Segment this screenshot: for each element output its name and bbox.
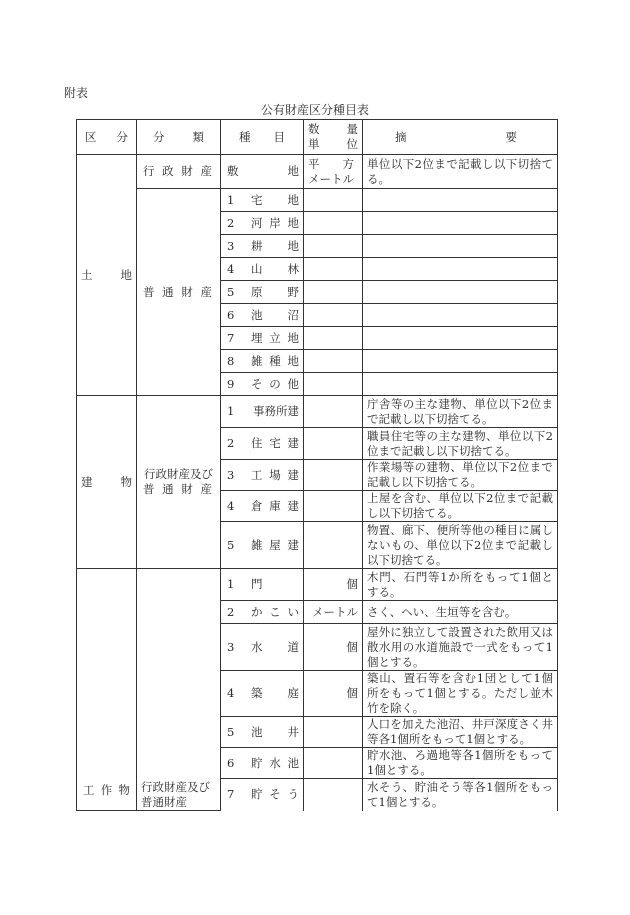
unit-cell (304, 281, 363, 304)
item-number: 6 (227, 307, 235, 322)
item-text: 地 (287, 192, 299, 207)
item-cell (221, 189, 304, 212)
item-cell (221, 258, 304, 281)
remark-cell: 築山、置石等を含む1団として1個所をもって1個とする。ただし並木竹を除く。 (363, 671, 558, 717)
item-text: 屋 (269, 537, 281, 552)
unit-cell (304, 350, 363, 373)
item-text: 建 (287, 498, 299, 513)
unit-cell (304, 258, 363, 281)
item-text: 門 (251, 577, 263, 591)
item-text: 雑 (251, 353, 263, 368)
item-text: 倉 (251, 498, 263, 513)
remark-cell: 職員住宅等の主な建物、単位以下2位まで記載し以下切捨てる。 (363, 428, 558, 460)
item-cell (221, 460, 304, 491)
header-remarks (363, 120, 558, 155)
item-text: 貯 (251, 755, 263, 770)
remark-cell (363, 235, 558, 258)
table-row (77, 569, 558, 601)
item-number: 6 (227, 755, 235, 770)
item-cell (221, 327, 304, 350)
division-text: 地 (120, 267, 132, 282)
item-cell (221, 373, 304, 396)
unit-cell: 個 (304, 624, 363, 671)
item-text: 山 (251, 261, 263, 276)
item-text: 池 (251, 307, 263, 322)
header-text: 類 (192, 129, 204, 144)
item-text: 地 (287, 330, 299, 345)
item-text: 場 (269, 467, 281, 482)
item-cell (221, 624, 304, 671)
unit-text: 平 方 (308, 156, 354, 171)
header-unit (304, 120, 363, 155)
item-number: 2 (227, 604, 235, 619)
item-text: 地 (287, 164, 299, 178)
classification-text: 行政財産及び (144, 467, 213, 481)
item-number: 8 (227, 353, 235, 368)
remark-cell: 人口を加えた池沼、井戸深度さく井等各1個所をもって1個とする。 (363, 717, 558, 748)
header-text: 位 (346, 137, 358, 151)
item-cell (221, 304, 304, 327)
item-text: 庫 (269, 498, 281, 513)
item-text: 水 (251, 639, 263, 654)
item-cell (221, 671, 304, 717)
item-number: 4 (227, 686, 235, 700)
item-text: 河 (251, 215, 263, 230)
item-text: 池 (287, 755, 299, 770)
item-text: 建 (287, 467, 299, 482)
item-cell (221, 235, 304, 258)
classification-text: 行政財産及び (141, 780, 210, 794)
table-title: 公有財産区分種目表 (260, 103, 369, 117)
item-text: そ (269, 787, 281, 802)
item-text: 沼 (287, 307, 299, 322)
item-number: 7 (227, 330, 235, 345)
division-text: 作 (100, 783, 113, 797)
remark-cell: さく、へい、生垣等を含む。 (363, 601, 558, 624)
header-text: 要 (505, 129, 517, 144)
header-row (77, 120, 558, 155)
header-text: 区 (85, 129, 97, 144)
item-text: い (287, 604, 299, 619)
item-cell (221, 428, 304, 460)
unit-cell (304, 212, 363, 235)
remark-cell: 木門、石門等1か所をもって1個とする。 (363, 569, 558, 601)
remark-cell: 単位以下2位まで記載し以下切捨てる。 (363, 155, 558, 189)
item-text: 建 (287, 537, 299, 552)
table-row (77, 396, 558, 428)
remark-cell: 庁舎等の主な建物、単位以下2位まで記載し以下切捨てる。 (363, 396, 558, 428)
item-text: 宅 (251, 192, 263, 207)
item-text: こ (269, 604, 281, 619)
header-text: 摘 (395, 129, 407, 144)
unit-cell (304, 396, 363, 428)
header-text: 分 (153, 129, 165, 144)
remark-cell: 物置、廊下、便所等他の種目に属しないもの、単位以下2位まで記載し以下切捨てる。 (363, 522, 558, 569)
item-number: 9 (227, 376, 235, 391)
item-cell (221, 601, 304, 624)
remark-cell: 貯水池、ろ過地等各1個所をもって1個とする。 (363, 748, 558, 779)
remark-cell (363, 350, 558, 373)
header-classification (137, 120, 221, 155)
item-cell (221, 522, 304, 569)
item-number: 4 (227, 498, 235, 513)
property-classification-table (76, 119, 558, 811)
item-text: 埋 (251, 330, 263, 345)
item-text: 林 (287, 261, 299, 276)
item-cell (221, 281, 304, 304)
classification-text: 普通財産 (141, 795, 187, 809)
item-number: 5 (227, 284, 235, 299)
unit-cell (304, 717, 363, 748)
unit-cell (304, 304, 363, 327)
item-text: 耕 (251, 238, 263, 253)
item-text: 事務所建 (253, 404, 299, 418)
item-cell (221, 717, 304, 748)
remark-cell (363, 189, 558, 212)
header-text: 単 (308, 137, 320, 151)
header-text: 種 (239, 129, 251, 144)
item-cell (221, 748, 304, 779)
item-text: 地 (287, 215, 299, 230)
item-text: 庭 (287, 686, 299, 700)
division-land (77, 155, 137, 396)
division-text: 建 (81, 474, 93, 489)
header-item (221, 120, 304, 155)
unit-cell (304, 522, 363, 569)
header-division (77, 120, 137, 155)
table-row (77, 155, 558, 189)
item-text: そ (251, 376, 263, 391)
item-text: 種 (269, 353, 281, 368)
classification-admin-and-general (137, 396, 221, 569)
item-text: 水 (269, 755, 281, 770)
unit-cell (304, 748, 363, 779)
table-row (77, 189, 558, 212)
classification-admin (137, 155, 221, 189)
division-text: 物 (120, 474, 132, 489)
remark-cell (363, 258, 558, 281)
item-text: 敷 (227, 164, 239, 178)
remark-cell (363, 281, 558, 304)
division-text: 土 (81, 267, 93, 282)
remark-cell: 上屋を含む、単位以下2位まで記載し以下切捨てる。 (363, 491, 558, 522)
item-text: 原 (251, 284, 263, 299)
item-text: 住 (251, 436, 263, 450)
remark-cell: 屋外に独立して設置された飲用又は散水用の水道施設で一式をもって1個とする。 (363, 624, 558, 671)
item-cell (221, 396, 304, 428)
item-text: 築 (251, 686, 263, 700)
unit-cell (304, 235, 363, 258)
classification-general (137, 189, 221, 396)
unit-cell (304, 428, 363, 460)
item-text: 立 (269, 330, 281, 345)
remark-cell (363, 212, 558, 235)
unit-cell (304, 189, 363, 212)
item-number: 3 (227, 639, 235, 654)
appendix-label: 附表 (64, 86, 89, 100)
item-number: 2 (227, 215, 235, 230)
item-text: か (251, 604, 263, 619)
item-cell (221, 779, 304, 811)
item-number: 3 (227, 238, 235, 253)
remark-cell: 作業場等の建物、単位以下2位まで記載し以下切捨てる。 (363, 460, 558, 491)
item-text: 野 (287, 284, 299, 299)
unit-cell (304, 155, 363, 189)
remark-cell (363, 373, 558, 396)
item-number: 1 (227, 192, 235, 207)
item-text: 建 (287, 436, 299, 450)
item-cell (221, 569, 304, 601)
unit-cell: メートル (304, 601, 363, 624)
unit-cell: 個 (304, 569, 363, 601)
item-text: 道 (287, 639, 299, 654)
item-text: 地 (287, 238, 299, 253)
item-text: 工 (251, 467, 263, 482)
item-number: 4 (227, 261, 235, 276)
item-number: 2 (227, 436, 235, 450)
header-text: 分 (116, 129, 128, 144)
classification-text: 行 政 財 産 (143, 164, 214, 178)
division-building (77, 396, 137, 569)
item-cell (221, 155, 304, 189)
remark-cell: 水そう、貯油そう等各1個所をもって1個とする。 (363, 779, 558, 811)
item-text: 他 (287, 376, 299, 391)
item-cell (221, 212, 304, 235)
unit-cell (304, 373, 363, 396)
classification-admin-and-general (137, 569, 221, 811)
item-text: 地 (287, 353, 299, 368)
item-number: 1 (227, 577, 235, 591)
header-text: 数 (308, 122, 320, 136)
unit-cell (304, 491, 363, 522)
unit-cell (304, 779, 363, 811)
item-number: 7 (227, 787, 235, 802)
classification-text: 普 通 財 産 (143, 284, 214, 299)
item-number: 1 (227, 404, 235, 418)
item-number: 5 (227, 724, 235, 739)
item-text: 池 (251, 724, 263, 739)
unit-cell (304, 460, 363, 491)
item-text: 雑 (251, 537, 263, 552)
item-text: 宅 (269, 436, 281, 450)
remark-cell (363, 304, 558, 327)
remark-cell (363, 327, 558, 350)
item-text: う (287, 787, 299, 802)
division-text: 物 (118, 783, 130, 797)
division-structure (77, 569, 137, 811)
classification-text: 普 通 財 産 (143, 482, 214, 496)
item-number: 3 (227, 467, 235, 482)
unit-cell: 個 (304, 671, 363, 717)
item-text: 岸 (269, 215, 281, 230)
item-cell (221, 491, 304, 522)
division-text: 工 (83, 783, 95, 797)
item-cell (221, 350, 304, 373)
item-text: 貯 (251, 787, 263, 802)
item-text: の (269, 376, 281, 391)
header-text: 量 (346, 122, 358, 136)
item-number: 5 (227, 537, 235, 552)
unit-text: メートル (308, 171, 354, 186)
item-text: 井 (287, 724, 299, 739)
unit-cell (304, 327, 363, 350)
header-text: 目 (273, 129, 285, 144)
